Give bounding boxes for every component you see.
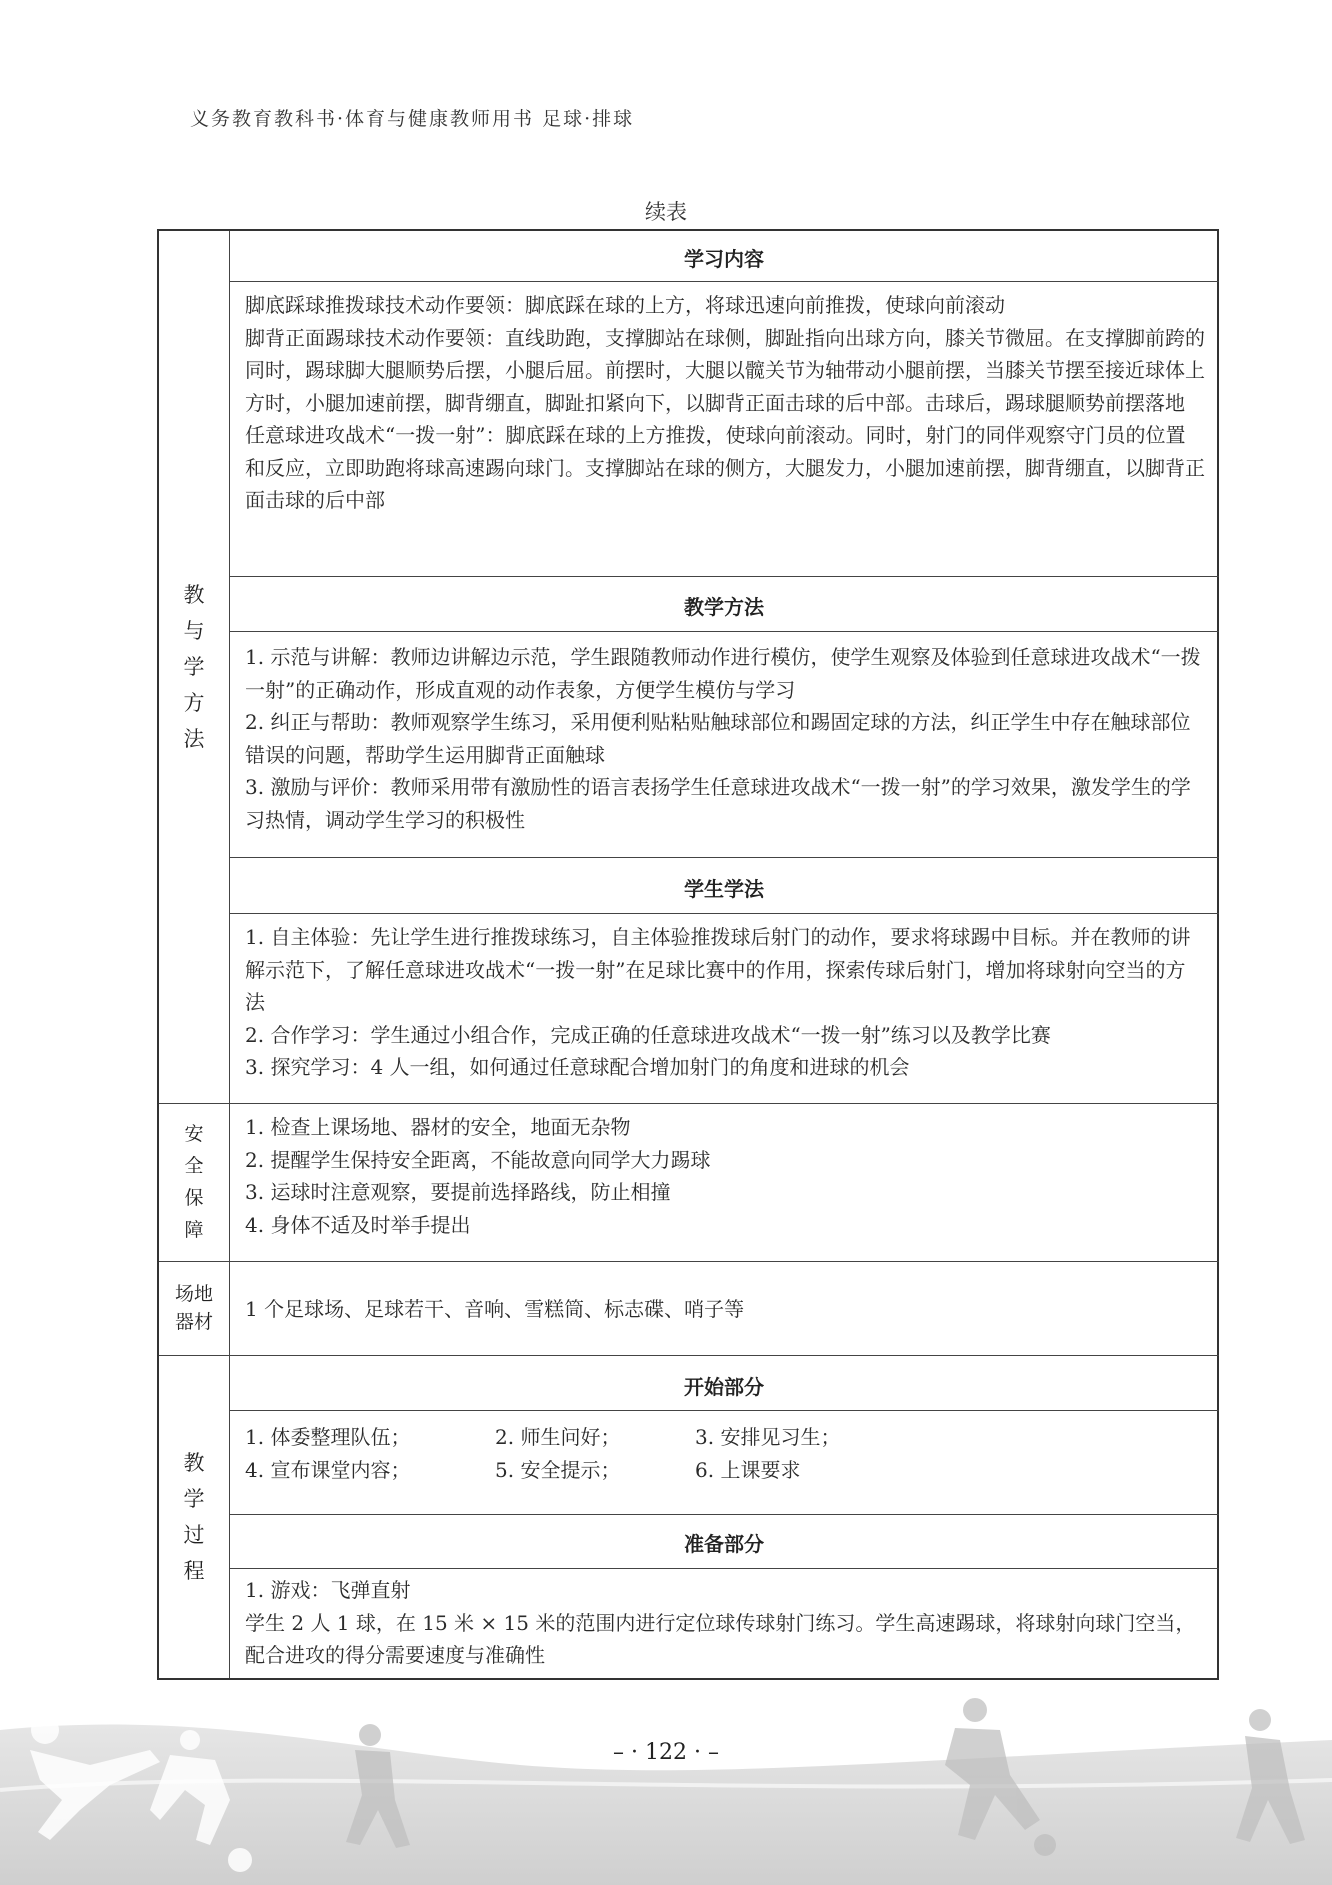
lesson-table	[157, 229, 1219, 1680]
row-divider	[229, 1568, 1219, 1569]
start-item: 6. 上课要求	[695, 1457, 801, 1482]
running-header: 义务教育教科书·体育与健康教师用书 足球·排球	[190, 108, 635, 130]
start-part-body	[245, 1421, 1205, 1486]
student-method-title: 学生学法	[684, 877, 764, 901]
row-divider	[229, 281, 1219, 282]
row-divider	[159, 1261, 1219, 1262]
column-divider	[229, 231, 230, 1678]
row-divider	[159, 1103, 1219, 1104]
row-divider	[229, 576, 1219, 577]
prep-part-title: 准备部分	[684, 1532, 764, 1556]
start-item: 4. 宣布课堂内容；	[245, 1457, 411, 1482]
safety-body: 1. 检查上课场地、器材的安全，地面无杂物 2. 提醒学生保持安全距离，不能故意向同学大力踢球 3. 运球时注意观察，要提前选择路线，防止相撞 4. 身体不适及时举手提出	[245, 1115, 711, 1237]
start-item: 3. 安排见习生；	[695, 1425, 841, 1449]
start-part-title: 开始部分	[684, 1375, 764, 1399]
learning-content-body: 脚底踩球推拨球技术动作要领：脚底踩在球的上方，将球迅速向前推拨，使球向前滚动 脚背正面踢球技术动作要领：直线助跑，支撑脚站在球侧，脚趾指向出球方向，膝关节微屈。在支撑脚前跨的同时，踢球脚大腿顺势后摆，小腿后屈。前摆时，大腿以髋关节为轴带动小腿前摆，当膝关节摆至接近球体上方时，小腿加速前摆，脚背绷直，脚趾扣紧向下，以脚背正面击球的后中部。击球后，踢球腿顺势前摆落地 任意球进攻战术“一拨一射”：脚底踩在球的上方推拨，使球向前滚动。同时，射门的同伴观察守门员的位置和反应，立即助跑将球高速踢向球门。支撑脚站在球的侧方，大腿发力，小腿加速前摆，脚背绷直，以脚背正面击球的后中部	[245, 293, 1205, 512]
label-teach-learn-method: 教 与 学 方 法	[183, 583, 205, 751]
row-divider	[159, 1355, 1219, 1356]
label-process: 教 学 过 程	[183, 1450, 205, 1583]
row-divider	[229, 1410, 1219, 1411]
table-caption: 续表	[645, 200, 687, 224]
equipment-body: 1 个足球场、足球若干、音响、雪糕筒、标志碟、哨子等	[245, 1297, 745, 1321]
learning-content-title: 学习内容	[684, 247, 764, 271]
prep-part-body: 1. 游戏：飞弹直射 学生 2 人 1 球，在 15 米 × 15 米的范围内进行定位球传球射门练习。学生高速踢球，将球射向球门空当，配合进攻的得分需要速度与准确性	[245, 1578, 1196, 1667]
row-divider	[229, 1514, 1219, 1515]
start-item: 2. 师生问好；	[495, 1425, 621, 1449]
footer-decoration	[0, 1670, 1332, 1885]
label-equipment: 场地 器材	[174, 1283, 213, 1333]
start-item: 1. 体委整理队伍；	[245, 1425, 411, 1449]
label-safety: 安 全 保 障	[184, 1123, 204, 1241]
student-method-body: 1. 自主体验：先让学生进行推拨球练习，自主体验推拨球后射门的动作，要求将球踢中目标。并在教师的讲解示范下，了解任意球进攻战术“一拨一射”在足球比赛中的作用，探索传球后射门，增加将球射向空当的方法 2. 合作学习：学生通过小组合作，完成正确的任意球进攻战术“一拨一射”练习以及教学比赛 3. 探究学习：4 人一组，如何通过任意球配合增加射门的角度和进球的机会	[245, 925, 1191, 1079]
row-divider	[229, 631, 1219, 632]
start-item: 5. 安全提示；	[495, 1457, 621, 1482]
row-divider	[229, 857, 1219, 858]
row-divider	[229, 913, 1219, 914]
teaching-method-body: 1. 示范与讲解：教师边讲解边示范，学生跟随教师动作进行模仿，使学生观察及体验到任意球进攻战术“一拨一射”的正确动作，形成直观的动作表象，方便学生模仿与学习 2. 纠正与帮助：教师观察学生练习，采用便利贴粘贴触球部位和踢固定球的方法，纠正学生中存在触球部位错误的问题，帮助学生运用脚背正面触球 3. 激励与评价：教师采用带有激励性的语言表扬学生任意球进攻战术“一拨一射”的学习效果，激发学生的学习热情，调动学生学习的积极性	[245, 645, 1201, 832]
teaching-method-title: 教学方法	[684, 595, 764, 619]
page-number: – · 122 · –	[613, 1740, 719, 1765]
